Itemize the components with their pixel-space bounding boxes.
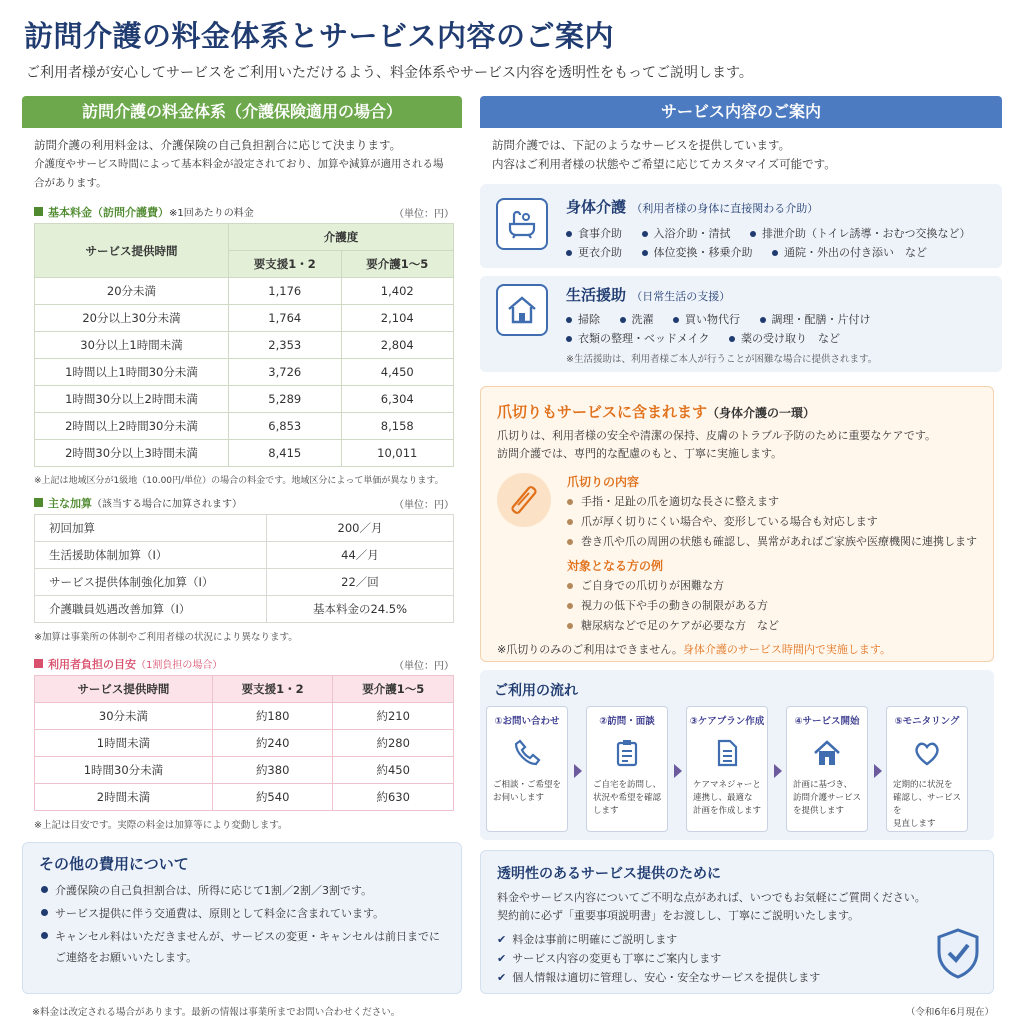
table-cell: 5,289: [229, 386, 342, 413]
fee-intro-line: 訪問介護の利用料金は、介護保険の自己負担割合に応じて決まります。: [34, 138, 402, 152]
table-row: [35, 359, 454, 386]
body-care-row: [566, 244, 943, 260]
table-cell: 1時間30分以上2時間未満: [35, 386, 229, 413]
table-row: [35, 730, 454, 757]
list-item: 通院・外出の付き添い など: [772, 246, 927, 259]
addition-note: （該当する場合に加算されます）: [92, 499, 242, 510]
table-cell: 介護職員処遇改善加算（Ⅰ）: [35, 596, 267, 623]
footer-date: （令和6年6月現在）: [905, 1007, 994, 1018]
addition-table: [34, 514, 454, 623]
table-cell: 初回加算: [35, 515, 267, 542]
table-cell: 約630: [333, 784, 454, 811]
arrow-right-icon: [574, 764, 582, 778]
usage-flow-title: ご利用の流れ: [494, 683, 578, 699]
table-cell: 1時間未満: [35, 730, 213, 757]
nail-target-item: 視力の低下や手の動きの制限がある方: [567, 597, 768, 613]
nail-note-b: 身体介護のサービス時間内で実施します。: [682, 643, 892, 656]
flow-step-label: ①お問い合わせ: [494, 716, 560, 727]
unit-label: （単位：円）: [394, 499, 454, 511]
burden-table: [34, 675, 454, 811]
phone-icon: [487, 727, 567, 779]
table-cell: 6,853: [229, 413, 342, 440]
table-row: [35, 413, 454, 440]
arrow-right-icon: [674, 764, 682, 778]
life-support-title: [566, 284, 730, 305]
nail-content-title: 爪切りの内容: [567, 475, 640, 489]
transparency-text: 料金やサービス内容についてご不明な点があれば、いつでもお気軽にご質問ください。: [497, 891, 926, 904]
table-cell: 約240: [212, 730, 333, 757]
burden-footnote: ※上記は目安です。実際の料金は加算等により変動します。: [34, 820, 288, 831]
table-cell: サービス提供体制強化加算（Ⅰ）: [35, 569, 267, 596]
nail-content-item: 巻き爪や爪の周囲の状態も確認し、異常があればご家族や医療機関に連携します: [567, 533, 977, 549]
table-row: [35, 596, 454, 623]
table-cell: 基本料金の24.5%: [267, 596, 454, 623]
flow-step-text: ご相談・ご希望を お伺いします: [493, 780, 562, 803]
table-cell: 約280: [333, 730, 454, 757]
table-cell: 約210: [333, 703, 454, 730]
table-row: [35, 440, 454, 467]
other-costs-title: その他の費用について: [39, 855, 189, 873]
table-cell: 8,415: [229, 440, 342, 467]
square-icon: [34, 207, 43, 216]
life-support-card: [480, 276, 1002, 372]
service-header: サービス内容のご案内: [480, 96, 1002, 128]
table-row: [35, 305, 454, 332]
table-cell: 200／月: [267, 515, 454, 542]
list-item: 調理・配膳・片付け: [760, 313, 871, 326]
nail-note-a: ※爪切りのみのご利用はできません。: [497, 643, 683, 656]
nail-care-title-text: 爪切りもサービスに含まれます: [497, 403, 708, 421]
flow-step-text: 定期的に状況を 確認し、サービスを 見直します: [893, 780, 962, 829]
table-cell: 2,804: [341, 332, 454, 359]
burden-title: 利用者負担の目安: [48, 658, 136, 671]
page-title: 訪問介護の料金体系とサービス内容のご案内: [24, 19, 615, 53]
table-cell: 約450: [333, 757, 454, 784]
col-header-support: 要支援1・2: [229, 251, 342, 278]
body-care-subtitle: （利用者様の身体に直接関わる介助）: [631, 202, 819, 215]
table-cell: 30分以上1時間未満: [35, 332, 229, 359]
table-cell: 2時間30分以上3時間未満: [35, 440, 229, 467]
life-support-row: [566, 330, 856, 346]
nail-note: [497, 641, 891, 657]
list-item: 排泄介助（トイレ誘導・おむつ交換など）: [750, 227, 970, 240]
table-cell: 30分未満: [35, 703, 213, 730]
column-header: サービス提供時間: [35, 676, 213, 703]
flow-step: [686, 706, 768, 832]
list-item: 更衣介助: [566, 246, 622, 259]
service-intro-line: 訪問介護では、下記のようなサービスを提供しています。: [492, 138, 791, 152]
nail-target-title: 対象となる方の例: [567, 559, 664, 573]
table-row: [35, 757, 454, 784]
other-cost-item-cont: ご連絡をお願いいたします。: [55, 951, 198, 964]
flow-step-text: ご自宅を訪問し、 状況や希望を確認 します: [593, 780, 662, 816]
transparency-check: ✔ 個人情報は適切に管理し、安心・安全なサービスを提供します: [497, 969, 820, 985]
column-header: 要支援1・2: [212, 676, 333, 703]
nail-care-box: [480, 386, 994, 662]
flow-step: [886, 706, 968, 832]
col-header-time: サービス提供時間: [35, 224, 229, 278]
clipboard-icon: [587, 727, 667, 779]
transparency-box: [480, 850, 994, 994]
transparency-check: ✔ 料金は事前に明確にご説明します: [497, 931, 677, 947]
table-row: [35, 784, 454, 811]
list-item: 薬の受け取り など: [729, 332, 840, 345]
nail-content-item: 手指・足趾の爪を適切な長さに整えます: [567, 493, 779, 509]
list-item: 入浴介助・清拭: [642, 227, 731, 240]
fee-intro-line: 介護度やサービス時間によって基本料金が設定されており、加算や減算が適用される場合があります。: [34, 158, 444, 189]
nail-content-item: 爪が厚く切りにくい場合や、変形している場合も対応します: [567, 513, 878, 529]
table-cell: 6,304: [341, 386, 454, 413]
table-cell: 1時間30分未満: [35, 757, 213, 784]
body-care-card: [480, 184, 1002, 268]
bath-icon: [496, 198, 548, 250]
base-fee-title: 基本料金（訪問介護費）: [48, 206, 169, 219]
other-cost-item: サービス提供に伴う交通費は、原則として料金に含まれています。: [23, 903, 461, 926]
table-cell: 4,450: [341, 359, 454, 386]
nail-clipper-icon: [497, 473, 551, 527]
house-icon: [496, 284, 548, 336]
table-cell: 1,764: [229, 305, 342, 332]
list-item: 食事介助: [566, 227, 622, 240]
body-care-row: [566, 225, 986, 241]
life-support-subtitle: （日常生活の支援）: [631, 290, 731, 303]
table-row: [35, 386, 454, 413]
square-icon: [34, 498, 43, 507]
usage-flow-box: [480, 670, 994, 840]
flow-step-text: ケアマネジャーと 連携し、最適な 計画を作成します: [693, 780, 762, 816]
other-cost-item: キャンセル料はいただきませんが、サービスの変更・キャンセルは前日までに: [23, 926, 461, 949]
col-header-care: 要介護1～5: [341, 251, 454, 278]
body-care-title: [566, 196, 818, 217]
table-cell: 2時間未満: [35, 784, 213, 811]
fee-section: [22, 96, 462, 837]
fee-header: 訪問介護の料金体系（介護保険適用の場合）: [22, 96, 462, 128]
table-cell: 1,176: [229, 278, 342, 305]
document-icon: [687, 727, 767, 779]
flow-step: [486, 706, 568, 832]
other-cost-item: 介護保険の自己負担割合は、所得に応じて1割／2割／3割です。: [23, 880, 461, 903]
list-item: 衣類の整理・ベッドメイク: [566, 332, 709, 345]
table-cell: 22／回: [267, 569, 454, 596]
unit-label: （単位：円）: [394, 660, 454, 672]
table-row: [35, 332, 454, 359]
transparency-title: 透明性のあるサービス提供のために: [497, 866, 721, 882]
body-care-title-text: 身体介護: [566, 198, 627, 216]
flow-step-text: 計画に基づき、 訪問介護サービス を提供します: [793, 780, 862, 816]
table-cell: 3,726: [229, 359, 342, 386]
table-cell: 生活援助体制加算（Ⅰ）: [35, 542, 267, 569]
flow-step-label: ③ケアプラン作成: [689, 716, 765, 727]
service-intro-line: 内容はご利用者様の状態やご希望に応じてカスタマイズ可能です。: [492, 157, 836, 171]
table-cell: 44／月: [267, 542, 454, 569]
life-support-title-text: 生活援助: [566, 286, 627, 304]
table-cell: 2時間以上2時間30分未満: [35, 413, 229, 440]
shield-icon: [935, 927, 981, 983]
column-header: 要介護1～5: [333, 676, 454, 703]
arrow-right-icon: [774, 764, 782, 778]
table-header-row: [35, 676, 454, 703]
table-row: [35, 703, 454, 730]
list-item: 洗濯: [620, 313, 654, 326]
nail-target-item: ご自身での爪切りが困難な方: [567, 577, 724, 593]
nail-care-title-sub: （身体介護の一環）: [707, 406, 816, 420]
house-icon: [787, 727, 867, 779]
base-fee-table: [34, 223, 454, 467]
nail-target-item: 糖尿病などで足のケアが必要な方 など: [567, 617, 779, 633]
addition-label: [22, 492, 462, 514]
base-fee-footnote: ※上記は地域区分が1級地（10.00円/単位）の場合の料金です。地域区分によって単価が異なります。: [34, 476, 444, 486]
table-cell: 1時間以上1時間30分未満: [35, 359, 229, 386]
transparency-check: ✔ サービス内容の変更も丁寧にご案内します: [497, 950, 721, 966]
table-cell: 約180: [212, 703, 333, 730]
addition-footnote: ※加算は事業所の体制やご利用者様の状況により異なります。: [34, 632, 298, 643]
flow-step: [586, 706, 668, 832]
burden-note: （1割負担の場合）: [136, 660, 223, 671]
nail-care-title: [497, 401, 815, 422]
nail-care-text: 訪問介護では、専門的な配慮のもと、丁寧に実施します。: [497, 447, 783, 460]
unit-label: （単位：円）: [394, 208, 454, 220]
service-intro: [480, 128, 1002, 174]
table-cell: 10,011: [341, 440, 454, 467]
flow-step-label: ②訪問・面談: [599, 716, 655, 727]
fee-intro: [22, 128, 462, 193]
addition-title: 主な加算: [48, 497, 92, 510]
list-item: 体位変換・移乗介助: [642, 246, 753, 259]
footer-note: ※料金は改定される場合があります。最新の情報は事業所までお問い合わせください。: [32, 1007, 401, 1018]
page-subtitle: ご利用者様が安心してサービスをご利用いただけるよう、料金体系やサービス内容を透明性をもってご説明します。: [26, 65, 753, 81]
table-cell: 約380: [212, 757, 333, 784]
base-fee-note: ※1回あたりの料金: [169, 208, 254, 219]
flow-step-label: ④サービス開始: [794, 716, 860, 727]
flow-step: [786, 706, 868, 832]
service-section: [480, 96, 1002, 378]
table-row: [35, 569, 454, 596]
life-support-row: [566, 311, 887, 327]
table-cell: 1,402: [341, 278, 454, 305]
transparency-text: 契約前に必ず「重要事項説明書」をお渡しし、丁寧にご説明いたします。: [497, 909, 860, 922]
table-cell: 20分以上30分未満: [35, 305, 229, 332]
heart-icon: [887, 727, 967, 779]
table-cell: 8,158: [341, 413, 454, 440]
table-row: [35, 542, 454, 569]
table-row: [35, 278, 454, 305]
arrow-right-icon: [874, 764, 882, 778]
base-fee-label: [22, 201, 462, 223]
other-costs-box: [22, 842, 462, 994]
table-cell: 約540: [212, 784, 333, 811]
burden-label: [22, 653, 462, 675]
life-support-note: ※生活援助は、利用者様ご本人が行うことが困難な場合に提供されます。: [566, 354, 878, 365]
list-item: 掃除: [566, 313, 600, 326]
col-header-level: 介護度: [229, 224, 454, 251]
table-row: [35, 515, 454, 542]
table-cell: 2,353: [229, 332, 342, 359]
square-icon: [34, 659, 43, 668]
table-cell: 20分未満: [35, 278, 229, 305]
flow-step-label: ⑤モニタリング: [894, 716, 960, 727]
list-item: 買い物代行: [673, 313, 740, 326]
table-cell: 2,104: [341, 305, 454, 332]
nail-care-text: 爪切りは、利用者様の安全や清潔の保持、皮膚のトラブル予防のために重要なケアです。: [497, 429, 937, 442]
